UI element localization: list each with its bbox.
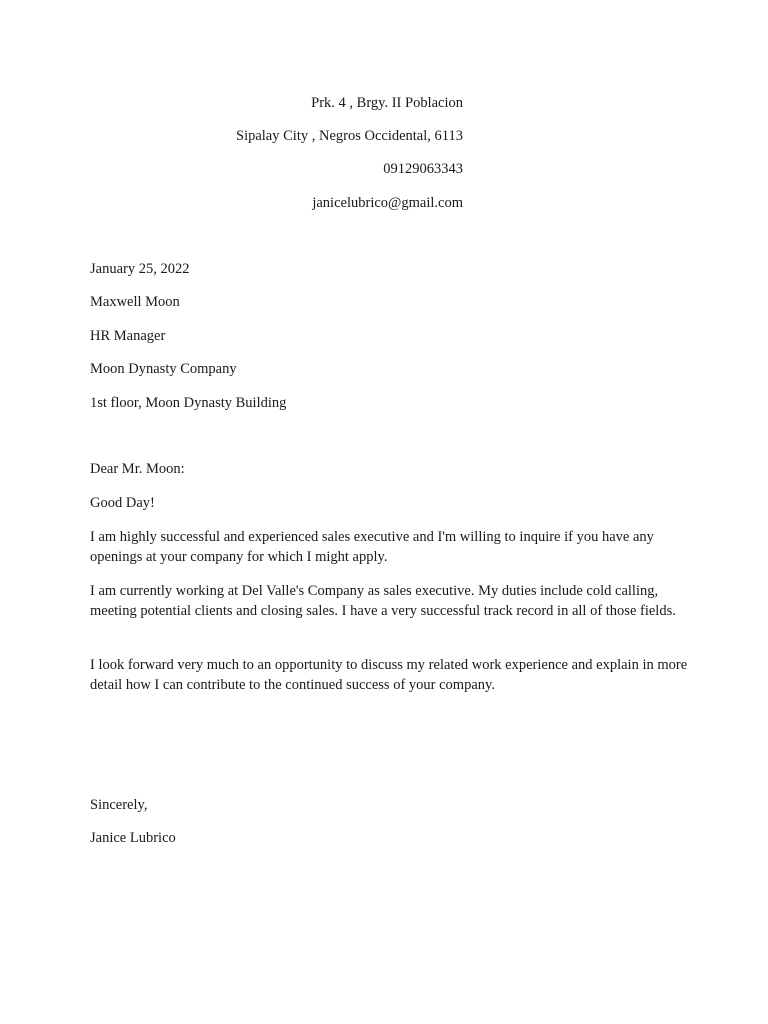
salutation: Dear Mr. Moon: (90, 461, 185, 477)
letter-date: January 25, 2022 (90, 261, 190, 277)
signature-name: Janice Lubrico (90, 830, 176, 846)
sender-phone: 09129063343 (383, 161, 463, 177)
body-paragraph-2: I am currently working at Del Valle's Company as sales executive. My duties include cold calling, meeting potential clients and closing sales. I have a very successful track record in all of those fields. (90, 583, 676, 619)
recipient-title: HR Manager (90, 328, 166, 344)
recipient-company: Moon Dynasty Company (90, 361, 237, 377)
sender-address-line2: Sipalay City , Negros Occidental, 6113 (236, 128, 463, 144)
sender-address-line1: Prk. 4 , Brgy. II Poblacion (311, 95, 463, 111)
body-paragraph-3: I look forward very much to an opportunity to discuss my related work experience and explain in more detail how I can contribute to the continued success of your company. (90, 657, 688, 693)
greeting: Good Day! (90, 495, 155, 511)
closing: Sincerely, (90, 797, 148, 813)
recipient-address: 1st floor, Moon Dynasty Building (90, 395, 287, 411)
sender-email: janicelubrico@gmail.com (312, 195, 463, 211)
recipient-name: Maxwell Moon (90, 294, 180, 310)
body-paragraph-1: I am highly successful and experienced sales executive and I'm willing to inquire if you have any openings at your company for which I might apply. (90, 529, 654, 565)
